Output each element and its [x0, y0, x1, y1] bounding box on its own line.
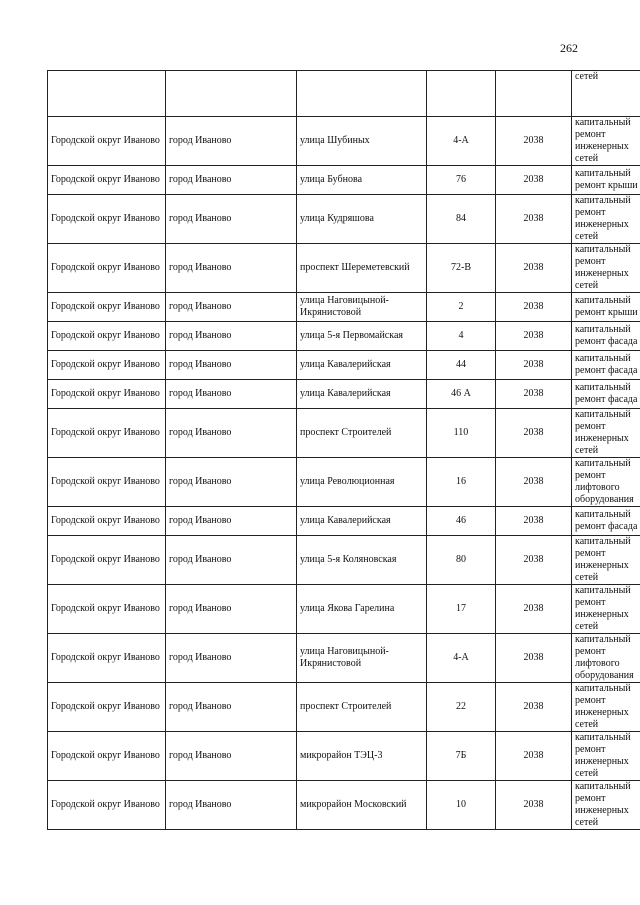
house-cell: 16: [427, 458, 496, 507]
table-row: [48, 117, 640, 166]
city-cell: [166, 71, 297, 117]
district-cell: Городской округ Иваново: [48, 409, 166, 458]
year-cell: 2038: [496, 409, 572, 458]
city-cell: город Иваново: [166, 380, 297, 409]
district-cell: Городской округ Иваново: [48, 507, 166, 536]
year-cell: 2038: [496, 195, 572, 244]
table-row: [48, 536, 640, 585]
district-cell: Городской округ Иваново: [48, 293, 166, 322]
street-cell: улица Якова Гарелина: [297, 585, 427, 634]
district-cell: Городской округ Иваново: [48, 683, 166, 732]
table-row: [48, 781, 640, 830]
work-cell: капитальный ремонт фасада: [572, 380, 640, 409]
district-cell: Городской округ Иваново: [48, 458, 166, 507]
city-cell: город Иваново: [166, 536, 297, 585]
table-row: [48, 585, 640, 634]
city-cell: город Иваново: [166, 585, 297, 634]
year-cell: 2038: [496, 634, 572, 683]
house-cell: 22: [427, 683, 496, 732]
house-cell: 44: [427, 351, 496, 380]
table-row: [48, 507, 640, 536]
district-cell: Городской округ Иваново: [48, 166, 166, 195]
street-cell: [297, 71, 427, 117]
table-row: [48, 293, 640, 322]
table-row: [48, 166, 640, 195]
street-cell: улица Бубнова: [297, 166, 427, 195]
house-cell: 10: [427, 781, 496, 830]
work-cell: капитальный ремонт фасада: [572, 351, 640, 380]
city-cell: город Иваново: [166, 244, 297, 293]
street-cell: проспект Шереметевский: [297, 244, 427, 293]
table-row: [48, 634, 640, 683]
city-cell: город Иваново: [166, 781, 297, 830]
work-cell: капитальный ремонт крыши: [572, 293, 640, 322]
street-cell: микрорайон ТЭЦ-3: [297, 732, 427, 781]
house-cell: [427, 71, 496, 117]
year-cell: 2038: [496, 293, 572, 322]
table-row: [48, 244, 640, 293]
street-cell: улица Революционная: [297, 458, 427, 507]
work-cell: капитальный ремонт инженерных сетей: [572, 409, 640, 458]
city-cell: город Иваново: [166, 195, 297, 244]
work-cell: капитальный ремонт инженерных сетей: [572, 244, 640, 293]
housing-repair-table: [47, 70, 640, 830]
house-cell: 72-В: [427, 244, 496, 293]
work-cell: капитальный ремонт фасада: [572, 322, 640, 351]
table-body: [48, 117, 640, 830]
year-cell: 2038: [496, 166, 572, 195]
page-number: 262: [560, 41, 578, 55]
work-cell: капитальный ремонт инженерных сетей: [572, 781, 640, 830]
table-row: [48, 683, 640, 732]
work-cell: капитальный ремонт инженерных сетей: [572, 536, 640, 585]
district-cell: Городской округ Иваново: [48, 585, 166, 634]
year-cell: [496, 71, 572, 117]
street-cell: улица 5-я Первомайская: [297, 322, 427, 351]
work-cell: капитальный ремонт инженерных сетей: [572, 585, 640, 634]
district-cell: Городской округ Иваново: [48, 634, 166, 683]
street-cell: улица Кавалерийская: [297, 380, 427, 409]
house-cell: 4-А: [427, 634, 496, 683]
district-cell: Городской округ Иваново: [48, 781, 166, 830]
city-cell: город Иваново: [166, 166, 297, 195]
district-cell: Городской округ Иваново: [48, 351, 166, 380]
street-cell: улица Кудряшова: [297, 195, 427, 244]
table-row: [48, 380, 640, 409]
year-cell: 2038: [496, 536, 572, 585]
house-cell: 76: [427, 166, 496, 195]
street-cell: улица Кавалерийская: [297, 507, 427, 536]
work-cell: капитальный ремонт инженерных сетей: [572, 195, 640, 244]
city-cell: город Иваново: [166, 634, 297, 683]
city-cell: город Иваново: [166, 293, 297, 322]
house-cell: 80: [427, 536, 496, 585]
house-cell: 46 А: [427, 380, 496, 409]
year-cell: 2038: [496, 507, 572, 536]
house-cell: 4: [427, 322, 496, 351]
district-cell: Городской округ Иваново: [48, 195, 166, 244]
year-cell: 2038: [496, 585, 572, 634]
table-row: [48, 732, 640, 781]
city-cell: город Иваново: [166, 322, 297, 351]
street-cell: проспект Строителей: [297, 409, 427, 458]
city-cell: город Иваново: [166, 507, 297, 536]
street-cell: микрорайон Московский: [297, 781, 427, 830]
district-cell: Городской округ Иваново: [48, 117, 166, 166]
table-row: [48, 322, 640, 351]
year-cell: 2038: [496, 380, 572, 409]
work-cell: капитальный ремонт инженерных сетей: [572, 732, 640, 781]
district-cell: [48, 71, 166, 117]
city-cell: город Иваново: [166, 458, 297, 507]
table-row: [48, 351, 640, 380]
work-cell: капитальный ремонт инженерных сетей: [572, 683, 640, 732]
house-cell: 84: [427, 195, 496, 244]
street-cell: улица Наговицыной-Икрянистовой: [297, 293, 427, 322]
district-cell: Городской округ Иваново: [48, 322, 166, 351]
continuation-row: [48, 71, 640, 117]
street-cell: улица Наговицыной-Икрянистовой: [297, 634, 427, 683]
year-cell: 2038: [496, 322, 572, 351]
house-cell: 46: [427, 507, 496, 536]
street-cell: улица Шубиных: [297, 117, 427, 166]
year-cell: 2038: [496, 117, 572, 166]
district-cell: Городской округ Иваново: [48, 536, 166, 585]
city-cell: город Иваново: [166, 409, 297, 458]
work-cell: капитальный ремонт инженерных сетей: [572, 117, 640, 166]
table-row: [48, 195, 640, 244]
work-cell: капитальный ремонт лифтового оборудования: [572, 458, 640, 507]
house-cell: 2: [427, 293, 496, 322]
year-cell: 2038: [496, 351, 572, 380]
house-cell: 7Б: [427, 732, 496, 781]
year-cell: 2038: [496, 781, 572, 830]
table-row: [48, 409, 640, 458]
house-cell: 110: [427, 409, 496, 458]
work-cell: капитальный ремонт крыши: [572, 166, 640, 195]
city-cell: город Иваново: [166, 683, 297, 732]
district-cell: Городской округ Иваново: [48, 732, 166, 781]
year-cell: 2038: [496, 458, 572, 507]
work-cell: капитальный ремонт лифтового оборудования: [572, 634, 640, 683]
street-cell: проспект Строителей: [297, 683, 427, 732]
city-cell: город Иваново: [166, 732, 297, 781]
city-cell: город Иваново: [166, 351, 297, 380]
year-cell: 2038: [496, 683, 572, 732]
table-row: [48, 458, 640, 507]
district-cell: Городской округ Иваново: [48, 244, 166, 293]
work-cell: капитальный ремонт фасада: [572, 507, 640, 536]
street-cell: улица Кавалерийская: [297, 351, 427, 380]
year-cell: 2038: [496, 732, 572, 781]
house-cell: 17: [427, 585, 496, 634]
year-cell: 2038: [496, 244, 572, 293]
work-cell: сетей: [572, 71, 640, 117]
house-cell: 4-А: [427, 117, 496, 166]
city-cell: город Иваново: [166, 117, 297, 166]
district-cell: Городской округ Иваново: [48, 380, 166, 409]
street-cell: улица 5-я Коляновская: [297, 536, 427, 585]
